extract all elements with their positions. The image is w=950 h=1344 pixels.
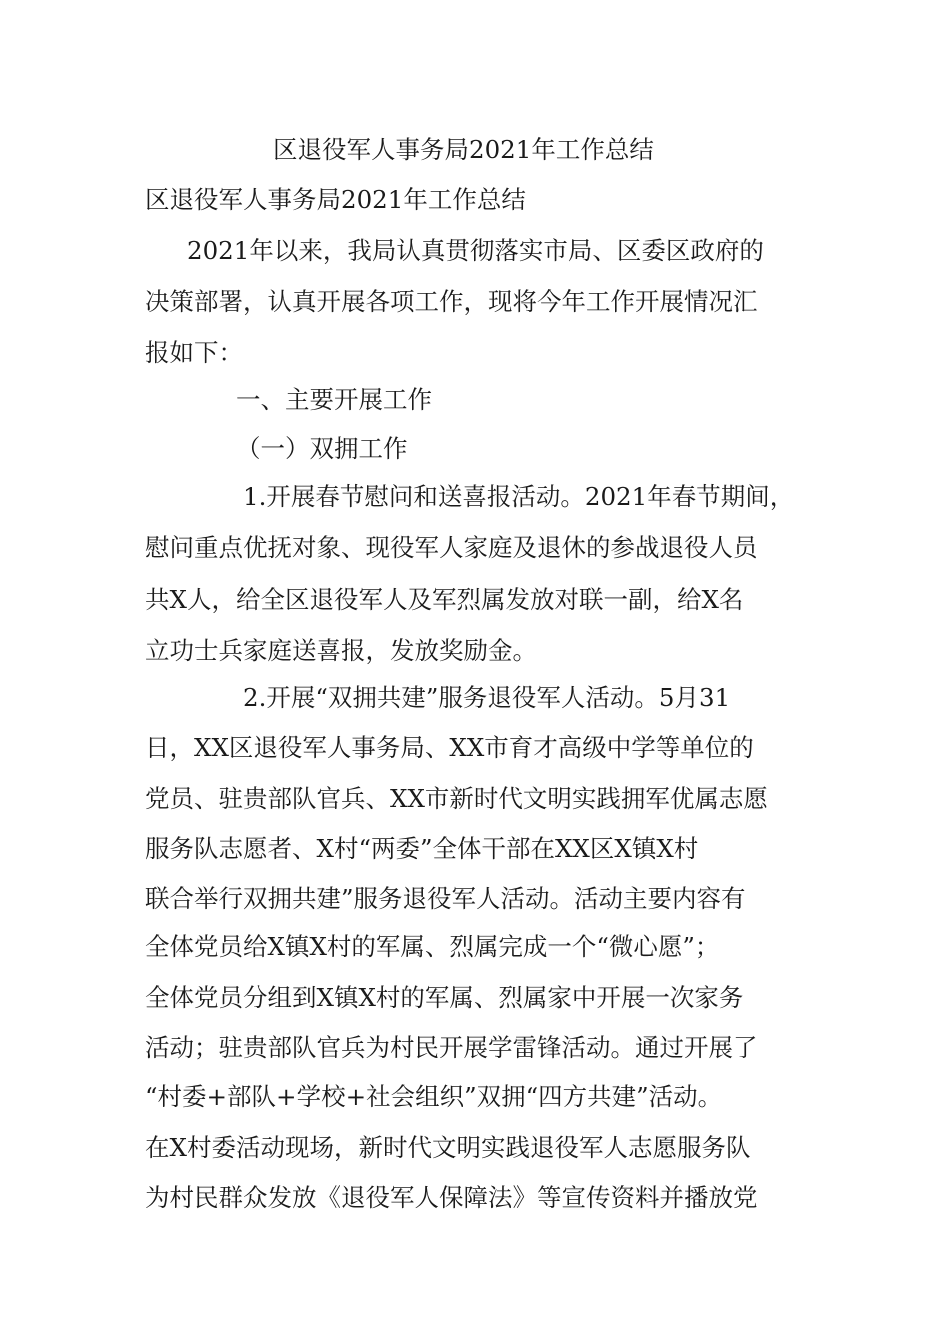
item2-line-10: 在X村委活动现场，新时代文明实践退役军人志愿服务队 [145,1133,751,1162]
intro-line-2: 决策部署，认真开展各项工作，现将今年工作开展情况汇 [145,287,758,316]
item1-line-4: 立功士兵家庭送喜报，发放奖励金。 [145,636,537,665]
item1-line-3: 共X人，给全区退役军人及军烈属发放对联一副，给X名 [145,585,744,614]
item2-line-6: 全体党员给X镇X村的军属、烈属完成一个“微心愿”； [145,932,720,961]
item2-line-7: 全体党员分组到X镇X村的军属、烈属家中开展一次家务 [145,983,744,1012]
item2-line-9: “村委+部队+学校+社会组织”双拥“四方共建”活动。 [145,1082,723,1111]
item1-line-2: 慰问重点优抚对象、现役军人家庭及退休的参战退役人员 [145,533,758,562]
item2-line-4: 服务队志愿者、X村“两委”全体干部在XX区X镇X村 [145,834,699,863]
intro-line-3: 报如下： [145,338,243,367]
section-heading: 一、主要开展工作 [236,385,432,414]
item2-line-3: 党员、驻贵部队官兵、XX市新时代文明实践拥军优属志愿 [145,784,768,813]
item2-line-8: 活动；驻贵部队官兵为村民开展学雷锋活动。通过开展了 [145,1033,758,1062]
item2-line-5: 联合举行双拥共建”服务退役军人活动。活动主要内容有 [145,884,746,913]
subsection-heading: （一）双拥工作 [236,434,408,463]
document-subtitle: 区退役军人事务局2021年工作总结 [145,185,526,214]
item2-line-2: 日，XX区退役军人事务局、XX市育才高级中学等单位的 [145,733,754,762]
item2-line-1: 2.开展“双拥共建”服务退役军人活动。5月31 [243,683,731,712]
item1-line-1: 1.开展春节慰问和送喜报活动。2021年春节期间， [243,482,795,511]
intro-line-1: 2021年以来，我局认真贯彻落实市局、区委区政府的 [187,236,764,265]
item2-line-11: 为村民群众发放《退役军人保障法》等宣传资料并播放党 [145,1183,758,1212]
document-title: 区退役军人事务局2021年工作总结 [273,135,654,164]
